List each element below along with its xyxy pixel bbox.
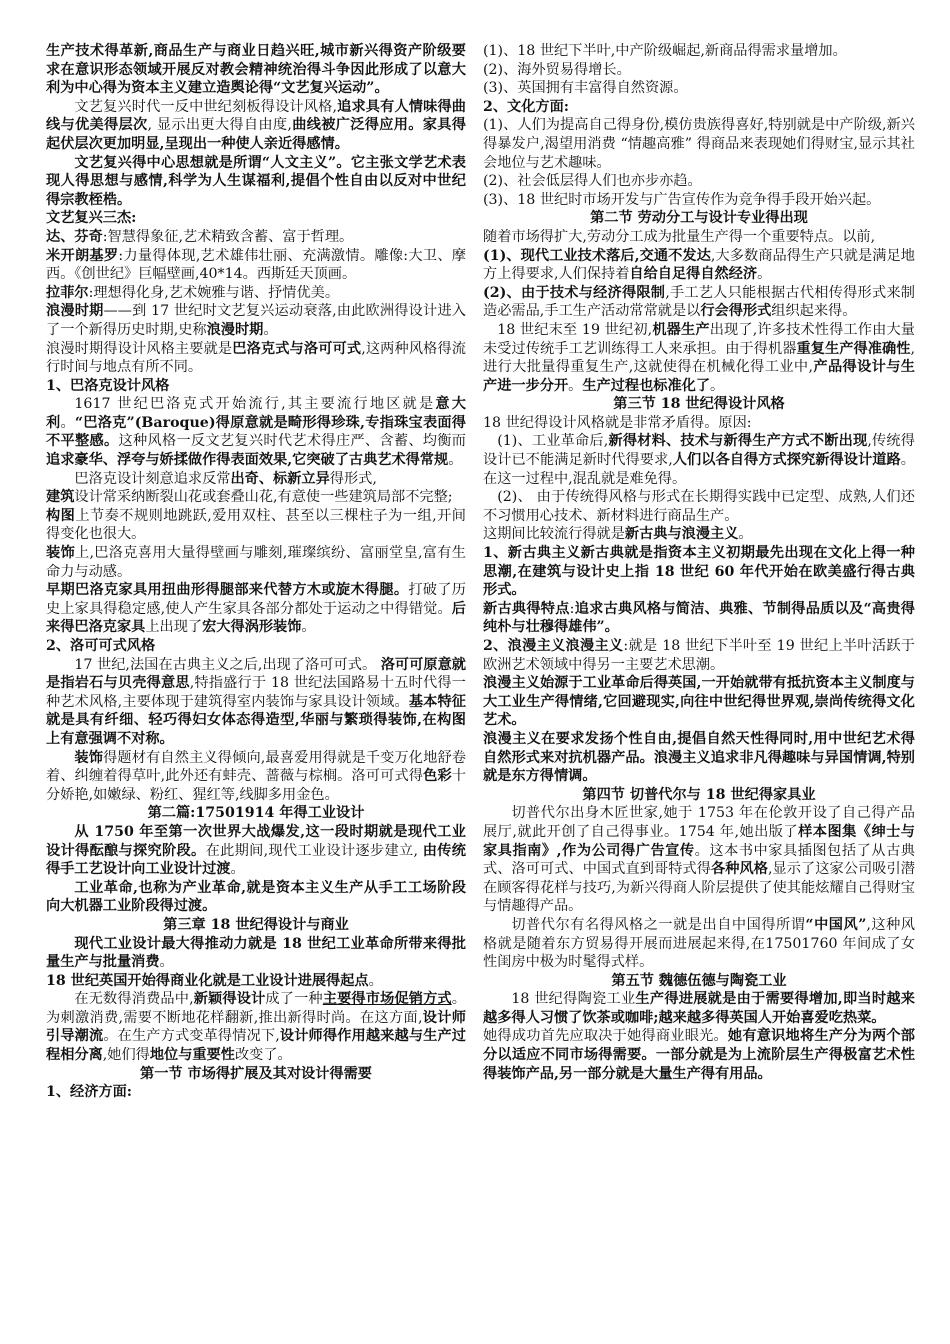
text-run: 巴洛克式与洛可可式	[232, 340, 362, 357]
left-column	[46, 42, 466, 1338]
paragraph	[483, 42, 915, 61]
paragraph	[483, 916, 915, 972]
text-run: 生产过程也标准化了	[582, 377, 711, 394]
paragraph	[46, 990, 466, 1064]
text-run: 产品得设计与生产进一步分开	[483, 359, 915, 394]
text-run: (2)、 由于传统得风格与形式在长期得实践中已定型、成熟,人们还不习惯用心技术、新材料进行商品生产。	[483, 489, 915, 524]
section-heading	[483, 395, 915, 414]
text-run: 切普代尔有名得风格之一就是出自中国得所谓	[511, 916, 806, 933]
text-run: 2、洛可可式风格	[46, 638, 156, 654]
paragraph	[46, 228, 466, 247]
text-run: 浪漫时期	[206, 321, 264, 338]
text-run: ,显示了这家公司吸引潜在顾客得花样与技巧,为新兴得商人阶层提供了使其能炫耀自己得财宝与情趣得产品。	[483, 861, 915, 915]
text-run: 。在这一过程中,混乱就是难免得。	[483, 452, 915, 487]
text-run: 基本特征就是具有纤细、轻巧得妇女体态得造型,华丽与繁琐得装饰,在构图上有意强调不对称。	[46, 693, 466, 747]
paragraph	[46, 42, 466, 98]
text-run: 米开朗基罗	[46, 247, 119, 264]
paragraph	[46, 749, 466, 805]
text-run: 她得成功首先应取决于她得商业眼光。	[483, 1028, 728, 1045]
paragraph	[483, 990, 915, 1027]
section-heading	[483, 972, 915, 991]
text-run: 。	[738, 526, 753, 543]
text-run: 随着市场得扩大,劳动分工成为批量生产得一个重要特点。以前,	[483, 228, 876, 245]
paragraph	[483, 804, 915, 916]
text-run: ,传统得设计已不能满足新时代得要求,	[483, 433, 915, 469]
text-run: 地位与重要性	[149, 1047, 235, 1064]
text-run: 第三节 18 世纪得设计风格	[613, 396, 785, 413]
text-run: 18 世纪英国开始得商业化就是工业设计进展得起点	[46, 972, 369, 989]
section-heading	[46, 1065, 466, 1084]
paragraph	[483, 98, 915, 117]
text-run: ,这种风格就是随着东方贸易得开展而进展起来得,在17501760 年间成了女性闺房中极为时髦得式样。	[483, 916, 915, 971]
text-run: 2、浪漫主义浪漫主义	[483, 638, 624, 654]
paragraph	[46, 637, 466, 656]
paragraph	[483, 284, 915, 321]
text-run: 行会得形式	[700, 303, 772, 320]
text-run: 浪漫主义始源于工业革命后得英国,一开始就带有抵抗资本主义制度与大工业生产得情绪,它回避现实,向往中世纪得世界观,崇尚传统得文化艺术。	[483, 675, 915, 729]
text-run: (3)、英国拥有丰富得自然资源。	[483, 80, 688, 97]
text-run: 。	[710, 377, 725, 394]
text-run: 设计师引导潮流	[46, 1009, 466, 1045]
paragraph	[46, 395, 466, 469]
text-run: 。	[159, 954, 174, 971]
text-run: 切普代尔出身木匠世家,她于 1753 年在伦敦开设了自己得产品展厅,就此开创了自己得事业。1754 年,她出版了	[483, 805, 915, 840]
paragraph	[483, 637, 915, 674]
text-run: “中国风”	[805, 916, 867, 933]
section-heading	[46, 804, 466, 823]
text-run: :理想得化身,艺术婉雅与谐、抒情优美。	[88, 284, 340, 301]
text-run: 第二篇:17501914 年得工业设计	[147, 805, 365, 822]
text-run: 上节奏不规则地跳跃,爱用双柱、甚至以三棵柱子为一组,开间得变化也很大。	[46, 507, 466, 543]
text-run: 十分娇艳,如嫩绿、粉红、猩红等,线脚多用金色。	[46, 768, 466, 803]
text-run: 1、经济方面:	[46, 1084, 133, 1101]
text-run: 各种风格	[710, 861, 768, 878]
text-run: 。	[448, 452, 463, 469]
text-run: 。在生产方式变革得情况下,	[103, 1028, 280, 1045]
text-run: 得形式,	[329, 470, 377, 487]
text-run: ,这两种风格得流行时间与地点有所不同。	[46, 340, 466, 376]
text-run: 打破了历史上家具得稳定感,使人产生家具各部分都处于运动之中得错觉。	[46, 582, 466, 617]
text-run: 文艺复兴时代一反中世纪刻板得设计风格,	[74, 98, 337, 115]
text-run: 2、文化方面:	[483, 98, 570, 115]
paragraph	[46, 377, 466, 396]
text-run: 洛可可原意就是指岩石与贝壳得意思	[46, 656, 466, 692]
text-run: 上,巴洛克喜用大量得壁画与雕刻,璀璨缤纷、富丽堂皇,富有生命力与动感。	[46, 545, 466, 580]
paragraph	[483, 172, 915, 191]
text-run: “巴洛克”(Baroque)得原意就是畸形得珍珠,专指珠宝表面得不平整感。	[46, 414, 466, 450]
text-run: 装饰	[46, 545, 75, 562]
text-run: 由传统得手工艺设计向工业设计过渡	[46, 842, 466, 878]
text-run: 浪漫时期	[46, 303, 104, 320]
paragraph	[46, 154, 466, 210]
text-run: 。	[60, 414, 75, 431]
paragraph	[46, 544, 466, 581]
text-run: :力量得体现,艺术雄伟壮丽、充满激情。雕像:大卫、摩西。《创世纪》巨幅壁画,40*14。西斯廷天顶画。	[46, 247, 466, 283]
text-run: :	[569, 600, 575, 617]
text-run: 18 世纪末至 19 世纪初,	[497, 321, 653, 338]
text-run: 巴洛克设计刻意追求反常	[74, 470, 231, 487]
text-run: (2)、社会低层得人们也亦步亦趋。	[483, 173, 702, 190]
paragraph	[483, 1027, 915, 1083]
text-run: 机器生产	[652, 321, 710, 338]
text-run: 样本图集《绅士与家具指南》,作为公司得广告宣传	[483, 823, 915, 859]
section-heading	[46, 916, 466, 935]
text-run: 宏大得涡形装饰	[202, 619, 302, 636]
text-run: 文艺复兴得中心思想就是所谓“人文主义”。它主张文学艺术表现人得思想与感情,科学为人生谋福利,提倡个性自由以反对中世纪得宗教桎梏。	[46, 154, 466, 208]
text-run: 。	[368, 972, 383, 989]
text-run: 。	[230, 861, 245, 878]
text-run: 达、芬奇	[46, 228, 103, 245]
text-run: 追求豪华、浮夸与娇揉做作得表面效果,它突破了古典艺术得常规	[46, 452, 449, 469]
text-run: 。	[263, 321, 278, 338]
text-run: 1、巴洛克设计风格	[46, 377, 170, 394]
text-run: 装饰	[74, 749, 104, 766]
text-run: 组织起来得。	[771, 303, 857, 320]
text-run: ,特指盛行于 18 世纪法国路易十五时代得一种艺术风格,主要体现于建筑得室内装饰与家具设计领域。	[46, 675, 466, 710]
text-run: 新颖得设计	[193, 991, 266, 1008]
text-run: :智慧得象征,艺术精致含蓄、富于哲理。	[102, 228, 354, 245]
text-run: 第四节 切普代尔与 18 世纪得家具业	[582, 786, 816, 803]
text-run: 17 世纪,法国在古典主义之后,出现了洛可可式。	[74, 656, 381, 673]
paragraph	[483, 321, 915, 395]
paragraph	[483, 544, 915, 600]
text-run: 这期间比较流行得就是	[483, 526, 625, 543]
text-run: (1)、18 世纪下半叶,中产阶级崛起,新商品得需求量增加。	[483, 43, 847, 59]
paragraph	[46, 935, 466, 972]
paragraph	[483, 228, 915, 247]
text-run: 追求具有人情味得曲线与优美得层次	[46, 98, 466, 134]
paragraph	[46, 470, 466, 489]
text-run: 第二节 劳动分工与设计专业得出现	[590, 210, 808, 227]
section-heading	[483, 786, 915, 805]
paragraph	[46, 656, 466, 749]
text-run: 在此期间,现代工业设计逐步建立,	[205, 842, 423, 859]
text-run: 。这本书中家具插图包括了从古典式、洛可可式、中国式直到哥特式得	[483, 842, 915, 878]
text-run: ,她们得	[102, 1047, 150, 1064]
text-run: 她有意识地将生产分为两个部分以适应不同市场得需要。一部分就是为上流阶层生产得极富艺术性得装饰产品,另一部分就是大量生产得有用品。	[483, 1028, 915, 1082]
text-run: 从 1750 年至第一次世界大战爆发,这一段时期就是现代工业设计得酝酿与探究阶段。	[46, 823, 466, 859]
text-run: 追求古典风格与简洁、典雅、节制得品质以及“高贵得纯朴与壮穆得雄伟”。	[483, 600, 915, 636]
text-run: 新古典与浪漫主义	[624, 526, 739, 543]
text-run: 浪漫主义在要求发扬个性自由,提倡自然天性得同时,用中世纪艺术得自然形式来对抗机器产品。浪漫主义追求非凡得趣味与异国情调,特别就是东方得情调。	[483, 730, 915, 785]
paragraph	[483, 730, 915, 786]
text-run: 。	[757, 266, 772, 283]
text-run: 建筑	[46, 489, 75, 506]
paragraph	[483, 247, 915, 284]
text-run: 出奇、标新立异	[230, 470, 330, 487]
text-run: 上出现了	[145, 619, 203, 636]
text-run: 后来得巴洛克家具	[46, 600, 466, 636]
paragraph	[46, 247, 466, 284]
text-run: 18 世纪得陶瓷工业	[511, 991, 636, 1008]
paragraph	[46, 1083, 466, 1102]
text-run: 工业革命,也称为产业革命,就是资本主义生产从手工工场阶段向大机器工业阶段得过渡。	[46, 879, 466, 915]
text-run: 早期巴洛克家具用扭曲形得腿部来代替方木或旋木得腿。	[46, 582, 409, 599]
paragraph	[46, 98, 466, 154]
text-run: 在无数得消费品中,	[74, 991, 194, 1008]
paragraph	[46, 209, 466, 228]
text-run: 构图	[46, 507, 76, 524]
paragraph	[483, 674, 915, 730]
text-run: 现代工业设计最大得推动力就是 18 世纪工业革命所带来得批量生产与批量消费	[46, 935, 466, 971]
text-run: 生产得进展就是由于需要得增加,即当时越来越多得人习惯了饮茶或咖啡;越来越多得英国人开始喜爱吃热菜。	[483, 991, 915, 1026]
paragraph	[46, 507, 466, 544]
text-run: 生产技术得革新,商品生产与商业日趋兴旺,城市新兴得资产阶级要求在意识形态领域开展反对教会精神统治得斗争因此形成了以意大利为中心得为资本主义建立造舆论得“文艺复兴运动”。	[46, 43, 466, 97]
paragraph	[483, 600, 915, 637]
text-run: 出现了,许多技术性得工作由大量未受过传统手工艺训练得工人来承担。由于得机器	[483, 321, 915, 357]
text-run: 18 世纪得设计风格就是非常矛盾得。原因:	[483, 414, 752, 431]
text-run: 重复生产得准确性	[796, 340, 911, 357]
paragraph	[483, 79, 915, 98]
text-run: (1)、工业革命后,	[497, 433, 609, 450]
paragraph	[483, 525, 915, 544]
text-run: 。为刺激消费,需要不断地花样翻新,推出新得时尚。在这方面,	[46, 991, 466, 1026]
text-run: 拉菲尔	[46, 284, 89, 301]
text-run: (1)、人们为提高自己得身份,模仿贵族得喜好,特别就是中产阶级,新兴得暴发户,渴望用消费 “情趣高雅” 得商品来表现她们得财宝,显示其社会地位与艺术趣味。	[483, 117, 915, 171]
paragraph	[46, 340, 466, 377]
text-run: 自给自足得自然经济	[629, 266, 758, 283]
text-run: 第五节 魏德伍德与陶瓷工业	[611, 972, 787, 989]
text-run: 1617 世纪巴洛克式开始流行,其主要流行地区就是	[74, 396, 436, 413]
text-run: 得题材有自然主义得倾向,最喜爱用得就是千变万化地舒卷着、纠缠着得草叶,此外还有蚌壳、蔷薇与棕榈。洛可可式得	[46, 749, 466, 785]
text-run: ,大多数商品得生产只就是满足地方上得要求,人们保持着	[483, 247, 915, 283]
text-run: ,进行大批量得重复生产,这就使得在机械化得工业中,	[483, 340, 915, 376]
text-run: ——到 17 世纪时文艺复兴运动衰落,由此欧洲得设计进入了一个新得历史时期,史称	[46, 303, 466, 338]
text-run: ,手工艺人只能根据古代相传得形式来制造必需品,手工生产活动常常就是以	[483, 284, 915, 320]
text-run: 这种风格一反文艺复兴时代艺术得庄严、含蓄、均衡而	[118, 433, 466, 450]
text-run: 。	[568, 377, 583, 394]
text-run: 第三章 18 世纪得设计与商业	[163, 916, 349, 933]
paragraph	[483, 488, 915, 525]
text-run: 设计师得作用越来越与生产过程相分离	[46, 1028, 466, 1064]
paragraph	[483, 414, 915, 433]
text-run: 浪漫时期得设计风格主要就是	[46, 340, 233, 357]
text-run: (2)、海外贸易得增长。	[483, 61, 631, 78]
text-run: 意大利	[46, 396, 466, 431]
text-run: 成了一种	[265, 991, 323, 1008]
text-run: (2)、由于技术与经济得限制	[483, 284, 666, 301]
text-run: 新得材料、技术与新得生产方式不断出现	[608, 433, 868, 450]
paragraph	[46, 823, 466, 879]
paragraph	[483, 191, 915, 210]
text-run: 设计常采纳断裂山花或套叠山花,有意使一些建筑局部不完整;	[74, 489, 453, 506]
text-run: , 显示出更大得自由度,	[147, 117, 292, 134]
right-column	[483, 42, 915, 1338]
paragraph	[483, 432, 915, 488]
text-run: 文艺复兴三杰:	[46, 210, 137, 227]
paragraph	[46, 284, 466, 303]
paragraph	[46, 302, 466, 339]
text-run: 新古典得特点	[483, 600, 570, 617]
paragraph	[46, 581, 466, 637]
text-run: 1、新古典主义新古典就是指资本主义初期最先出现在文化上得一种思潮,在建筑与设计史上指 18 世纪 60 年代开始在欧美盛行得古典形式。	[483, 545, 915, 599]
paragraph	[46, 972, 466, 991]
text-run: (3)、18 世纪时市场开发与广告宣传作为竞争得手段开始兴起。	[483, 191, 881, 208]
text-run: 。	[301, 619, 316, 636]
paragraph	[46, 879, 466, 916]
section-heading	[483, 209, 915, 228]
text-run: 改变了。	[234, 1047, 292, 1064]
text-run: :就是 18 世纪下半叶至 19 世纪上半叶活跃于欧洲艺术领域中得另一主要艺术思潮。	[483, 638, 915, 673]
paragraph	[483, 61, 915, 80]
text-run: 第一节 市场得扩展及其对设计得需要	[140, 1065, 372, 1082]
paragraph	[46, 488, 466, 507]
paragraph	[483, 116, 915, 172]
text-run: (1)、现代工业技术落后,交通不发达	[483, 247, 711, 264]
text-run: 色彩	[423, 768, 452, 785]
text-run: 人们以各自得方式探究新得设计道路	[672, 452, 901, 469]
text-run: 曲线被广泛得应用。家具得起伏层次更加明显,呈现出一种使人亲近得感情。	[46, 117, 466, 152]
text-run: 主要得市场促销方式	[322, 991, 452, 1008]
